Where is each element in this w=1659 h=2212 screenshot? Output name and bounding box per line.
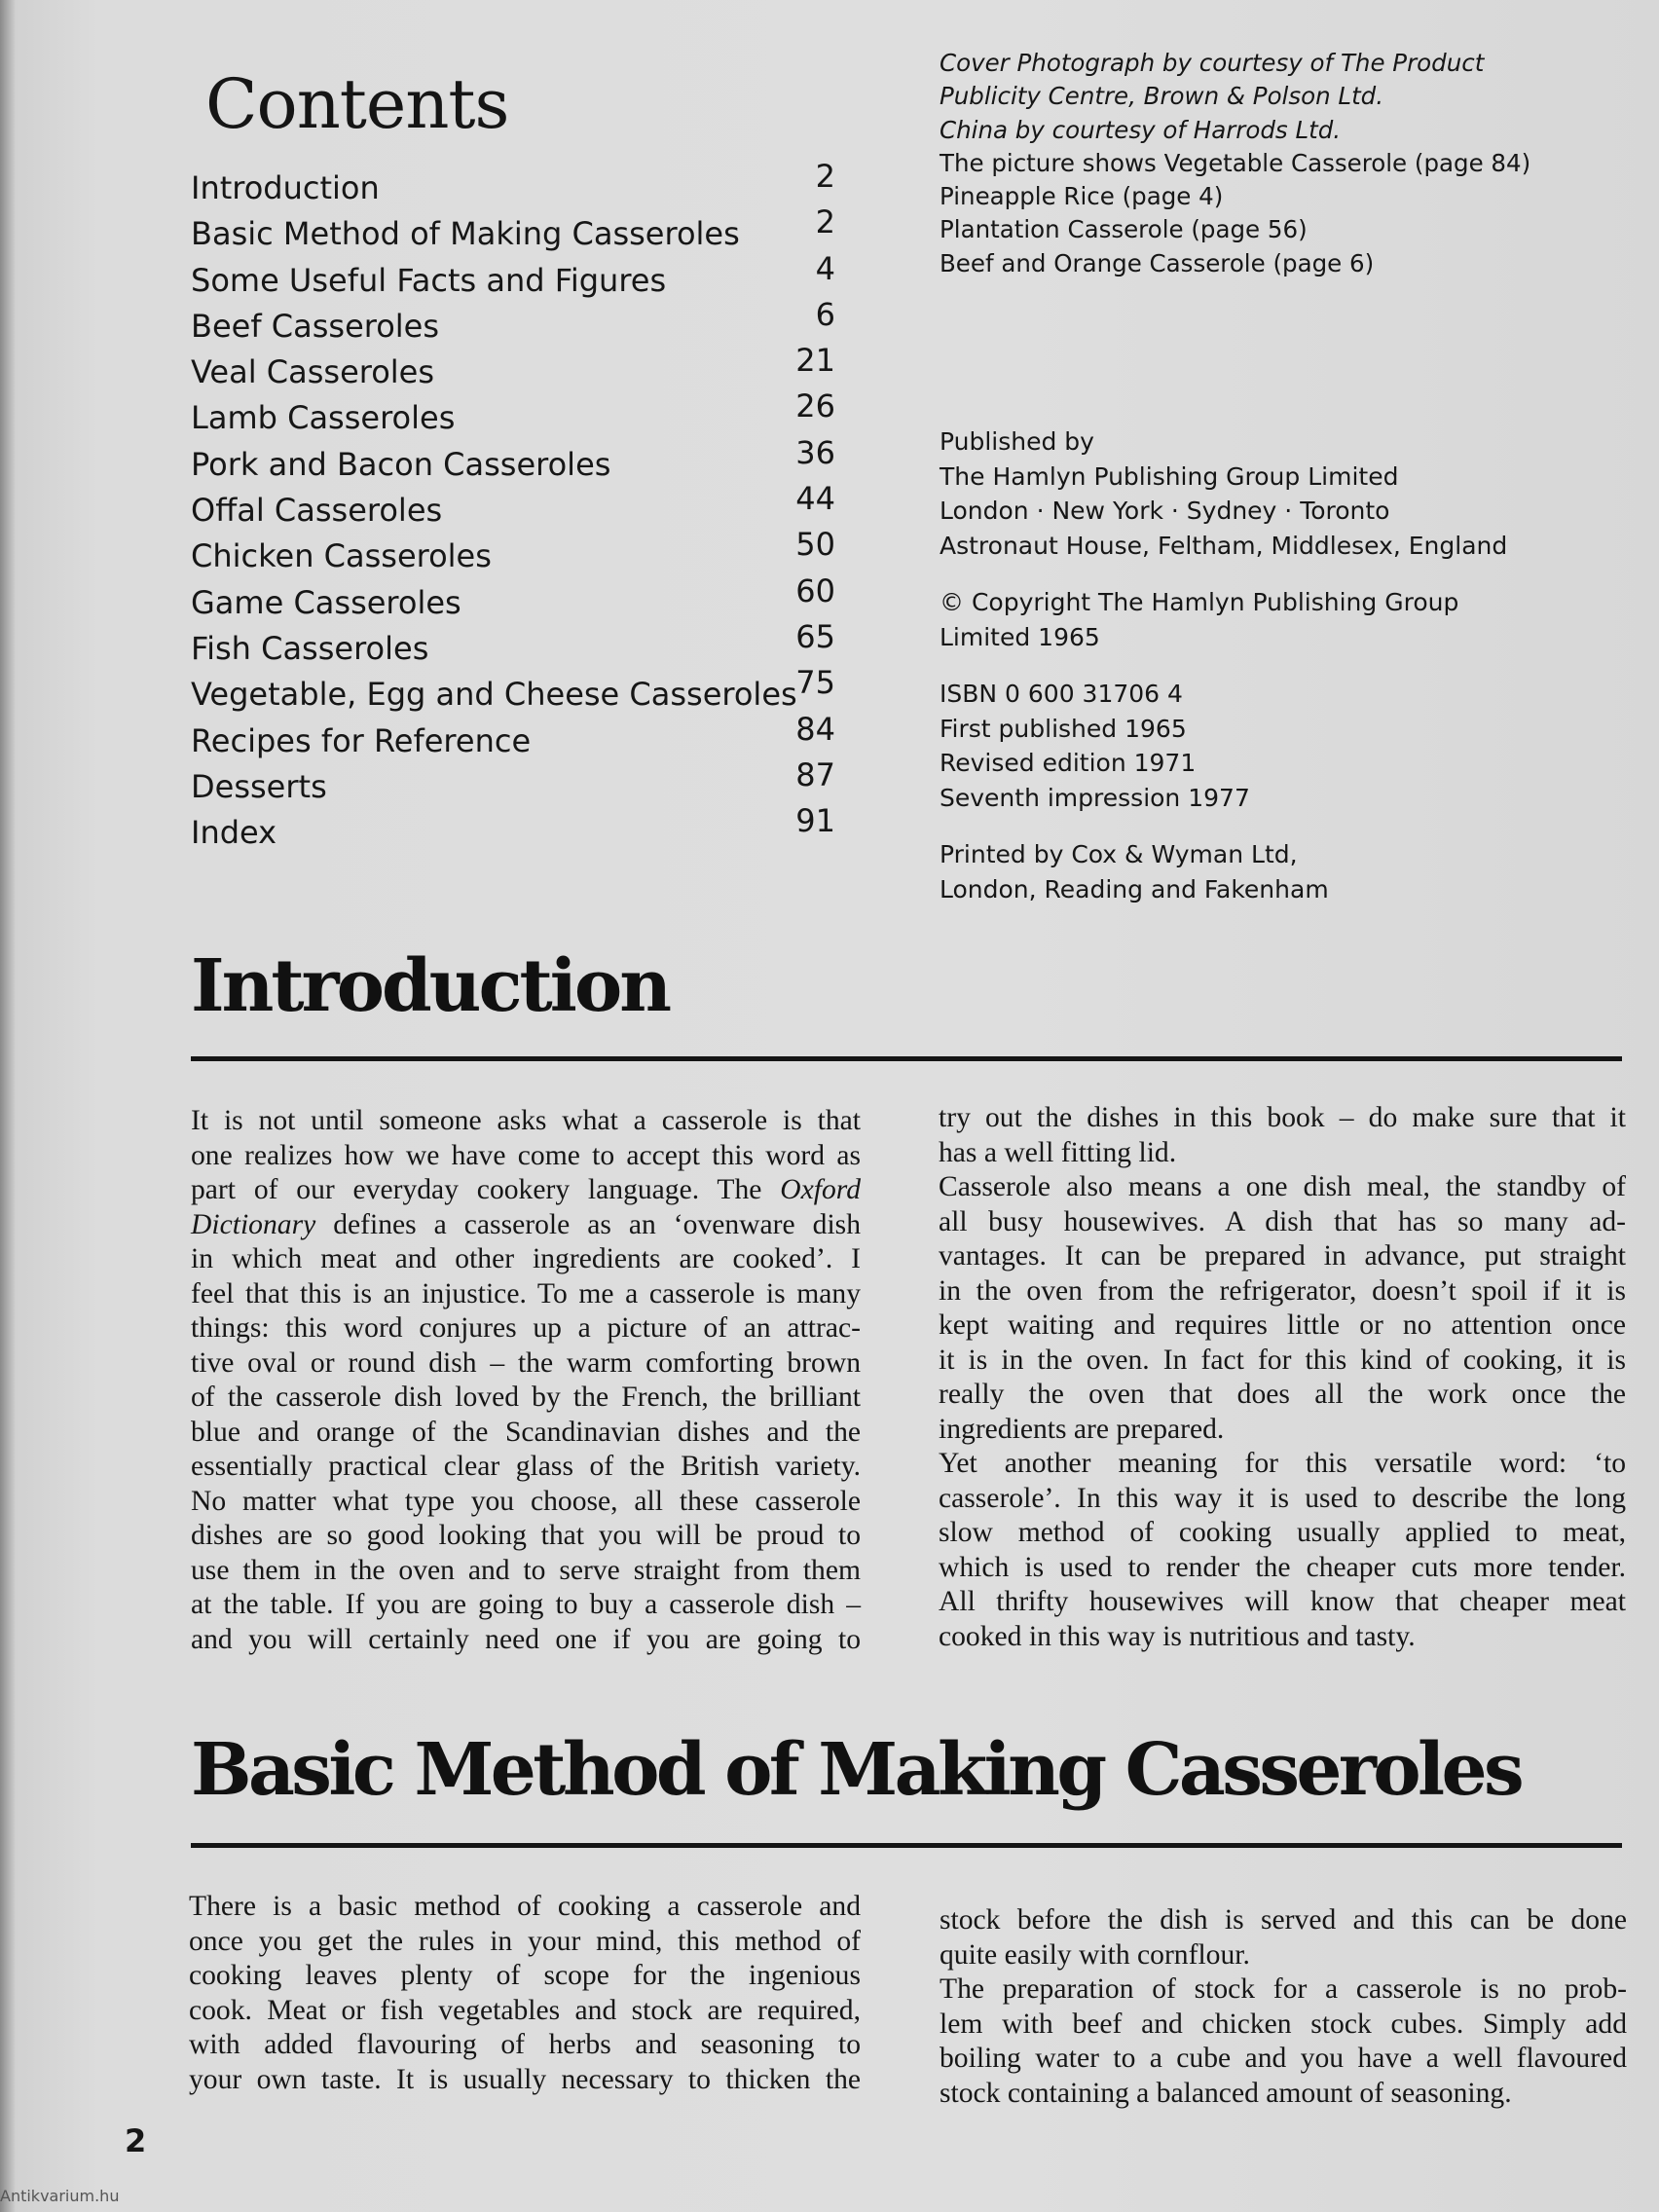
toc-entry-page: 44 <box>795 480 835 518</box>
toc-entry-page: 21 <box>795 342 835 380</box>
body-text-line: with added flavouring of herbs and seasoning to <box>189 2029 861 2060</box>
toc-entry-label: Index <box>191 814 277 852</box>
credit-line: Beef and Orange Casserole (page 6) <box>940 248 1375 277</box>
body-text-line: feel that this is an injustice. To me a casserole is many <box>191 1277 861 1309</box>
watermark: Antikvarium.hu <box>0 2187 120 2205</box>
cover-credits <box>940 47 1553 280</box>
body-text-line: try out the dishes in this book – do make sure that it <box>939 1102 1626 1133</box>
toc-entry-label: Game Casseroles <box>191 583 461 621</box>
publisher-line: ISBN 0 600 31706 4 <box>940 680 1183 708</box>
toc-entry-label: Offal Casseroles <box>191 492 443 530</box>
body-text-line: cook. Meat or fish vegetables and stock are required, <box>189 1994 861 2026</box>
publisher-line: Limited 1965 <box>940 622 1100 651</box>
body-text-line: Dictionary defines a casserole as an ‘ovenware dish <box>191 1208 861 1240</box>
toc-entry-page: 65 <box>795 617 835 655</box>
cover-photo-credit <box>940 47 1553 147</box>
body-text-line: in the oven from the refrigerator, doesn’t spoil if it is <box>939 1274 1626 1307</box>
toc-entry-page: 60 <box>795 571 835 609</box>
page-gutter-shadow <box>0 0 16 2212</box>
body-text-line: your own taste. It is usually necessary to thicken the <box>189 2063 861 2095</box>
body-text-line: dishes are so good looking that you will be proud to <box>191 1520 861 1551</box>
credit-line: Publicity Centre, Brown & Polson Ltd. <box>940 82 1384 111</box>
credit-line: Pineapple Rice (page 4) <box>940 182 1224 211</box>
toc-entry-label: Veal Casseroles <box>191 353 435 391</box>
body-text-line: The preparation of stock for a casserole is no prob- <box>940 1973 1627 2005</box>
body-text-line: has a well fitting lid. <box>939 1136 1177 1168</box>
publisher-line: Published by <box>940 427 1094 456</box>
credit-line: Plantation Casserole (page 56) <box>940 215 1308 244</box>
body-text-line: tive oval or round dish – the warm comforting brown <box>191 1346 861 1379</box>
toc-entry-label: Introduction <box>191 169 380 206</box>
publisher-line: First published 1965 <box>940 714 1187 743</box>
body-text-line: cooked in this way is nutritious and tasty. <box>939 1620 1416 1652</box>
body-text-line: slow method of cooking usually applied to meat, <box>939 1517 1626 1548</box>
credit-line: The picture shows Vegetable Casserole (page 84) <box>940 148 1531 177</box>
publisher-info <box>940 424 1563 906</box>
toc-entry-label: Desserts <box>191 767 327 805</box>
body-text-line: quite easily with cornflour. <box>940 1938 1250 1971</box>
toc-entry <box>191 387 863 441</box>
body-text-line: vantages. It can be prepared in advance, put straight <box>939 1240 1626 1272</box>
publisher-line: London · New York · Sydney · Toronto <box>940 497 1390 525</box>
body-text-line: lem with beef and chicken stock cubes. Simply add <box>940 2008 1627 2040</box>
publisher-line: © Copyright The Hamlyn Publishing Group <box>940 588 1459 616</box>
toc-entry <box>191 571 863 626</box>
basic-method-column-left <box>189 1890 861 2097</box>
toc-entry-page: 6 <box>815 295 835 333</box>
toc-entry <box>191 158 863 211</box>
toc-entry-page: 36 <box>795 433 835 471</box>
toc-entry-label: Beef Casseroles <box>191 307 440 345</box>
body-text-line: Yet another meaning for this versatile word: ‘to <box>939 1448 1626 1479</box>
body-text-line: cooking leaves plenty of scope for the ingenious <box>189 1960 861 1991</box>
body-text-line: and you will certainly need one if you are going to <box>191 1623 861 1655</box>
body-text-line: really the oven that does all the work once the <box>939 1379 1626 1410</box>
toc-entry-page: 91 <box>795 802 835 840</box>
publisher-line: Printed by Cox & Wyman Ltd, <box>940 840 1298 868</box>
toc-entry-page: 4 <box>815 249 835 287</box>
body-text-line: kept waiting and requires little or no attention once <box>939 1309 1626 1341</box>
toc-entry <box>191 756 863 810</box>
toc-entry-label: Vegetable, Egg and Cheese Casseroles <box>191 676 797 714</box>
body-text-line: There is a basic method of cooking a casserole and <box>189 1891 861 1922</box>
body-text-line: essentially practical clear glass of the British variety. <box>191 1451 861 1482</box>
toc-entry <box>191 710 863 764</box>
body-text-line: of the casserole dish loved by the French, the brilliant <box>191 1382 861 1413</box>
introduction-column-right <box>939 1101 1626 1654</box>
body-text-line: use them in the oven and to serve straight from them <box>191 1554 861 1586</box>
body-text-line: casserole’. In this way it is used to describe the long <box>939 1482 1626 1514</box>
body-text-line: part of our everyday cookery language. The Oxford <box>191 1174 861 1205</box>
toc-entry <box>191 617 863 672</box>
basic-method-rule <box>191 1843 1622 1848</box>
toc-entry-page: 84 <box>795 710 835 748</box>
body-text-line: once you get the rules in your mind, this method of <box>189 1925 861 1957</box>
toc-entry-label: Some Useful Facts and Figures <box>191 261 667 299</box>
credit-line: China by courtesy of Harrods Ltd. <box>940 115 1342 144</box>
body-text-line: one realizes how we have come to accept this word as <box>191 1139 861 1171</box>
toc-entry <box>191 203 863 257</box>
body-text-line: stock containing a balanced amount of seasoning. <box>940 2077 1512 2109</box>
toc-entry-label: Chicken Casseroles <box>191 537 492 575</box>
toc-entry-label: Fish Casseroles <box>191 629 429 667</box>
toc-entry <box>191 433 863 488</box>
publisher-line: Seventh impression 1977 <box>940 783 1250 812</box>
publisher-line: The Hamlyn Publishing Group Limited <box>940 461 1399 491</box>
body-text-line: No matter what type you choose, all these casserole <box>191 1485 861 1517</box>
basic-method-heading: Basic Method of Making Casseroles <box>191 1728 1522 1812</box>
toc-entry <box>191 480 863 534</box>
introduction-column-left <box>191 1104 861 1657</box>
toc-entry <box>191 802 863 856</box>
toc-entry-label: Lamb Casseroles <box>191 399 456 437</box>
basic-method-column-right <box>940 1903 1627 2111</box>
body-text-line: stock before the dish is served and this can be done <box>940 1904 1627 1936</box>
body-text-line: blue and orange of the Scandinavian dishes and the <box>191 1416 861 1448</box>
introduction-rule <box>191 1056 1622 1061</box>
body-text-line: ingredients are prepared. <box>939 1413 1225 1445</box>
toc-entry <box>191 526 863 579</box>
credit-line: Cover Photograph by courtesy of The Product <box>940 49 1485 77</box>
toc-entry-page: 2 <box>815 203 835 241</box>
body-text-line: which is used to render the cheaper cuts more tender. <box>939 1551 1626 1583</box>
picture-description <box>940 147 1553 280</box>
body-text-line: All thrifty housewives will know that cheaper meat <box>939 1586 1626 1617</box>
body-text-line: things: this word conjures up a picture of an attrac- <box>191 1312 861 1344</box>
page-number: 2 <box>125 2122 147 2159</box>
toc-entry-page: 87 <box>795 756 835 793</box>
edition-info <box>940 677 1563 815</box>
toc-entry-page: 2 <box>815 158 835 195</box>
toc-entry-page: 50 <box>795 526 835 564</box>
toc-entry-page: 75 <box>795 664 835 702</box>
copyright-notice <box>940 585 1563 654</box>
publisher-line: Revised edition 1971 <box>940 749 1197 777</box>
toc-entry-label: Basic Method of Making Casseroles <box>191 215 740 253</box>
publisher-line: London, Reading and Fakenham <box>940 874 1329 903</box>
body-text-line: in which meat and other ingredients are cooked’. I <box>191 1243 861 1274</box>
toc-entry-page: 26 <box>795 387 835 425</box>
body-text-line: Casserole also means a one dish meal, the standby of <box>939 1171 1626 1202</box>
toc-entry <box>191 342 863 395</box>
toc-entry-label: Recipes for Reference <box>191 721 532 759</box>
toc-entry <box>191 295 863 350</box>
body-text-line: boiling water to a cube and you have a well flavoured <box>940 2043 1627 2074</box>
toc-entry-label: Pork and Bacon Casseroles <box>191 445 611 483</box>
introduction-heading: Introduction <box>191 944 669 1028</box>
contents-title: Contents <box>205 64 509 144</box>
table-of-contents <box>191 158 863 856</box>
published-by <box>940 424 1563 563</box>
body-text-line: at the table. If you are going to buy a casserole dish – <box>191 1589 861 1620</box>
publisher-line: Astronaut House, Feltham, Middlesex, England <box>940 531 1508 560</box>
body-text-line: all busy housewives. A dish that has so many ad- <box>939 1205 1626 1237</box>
printer-info <box>940 837 1563 906</box>
body-text-line: It is not until someone asks what a casserole is that <box>191 1105 861 1136</box>
body-text-line: it is in the oven. In fact for this kind of cooking, it is <box>939 1344 1626 1376</box>
toc-entry <box>191 664 863 718</box>
toc-entry <box>191 249 863 304</box>
